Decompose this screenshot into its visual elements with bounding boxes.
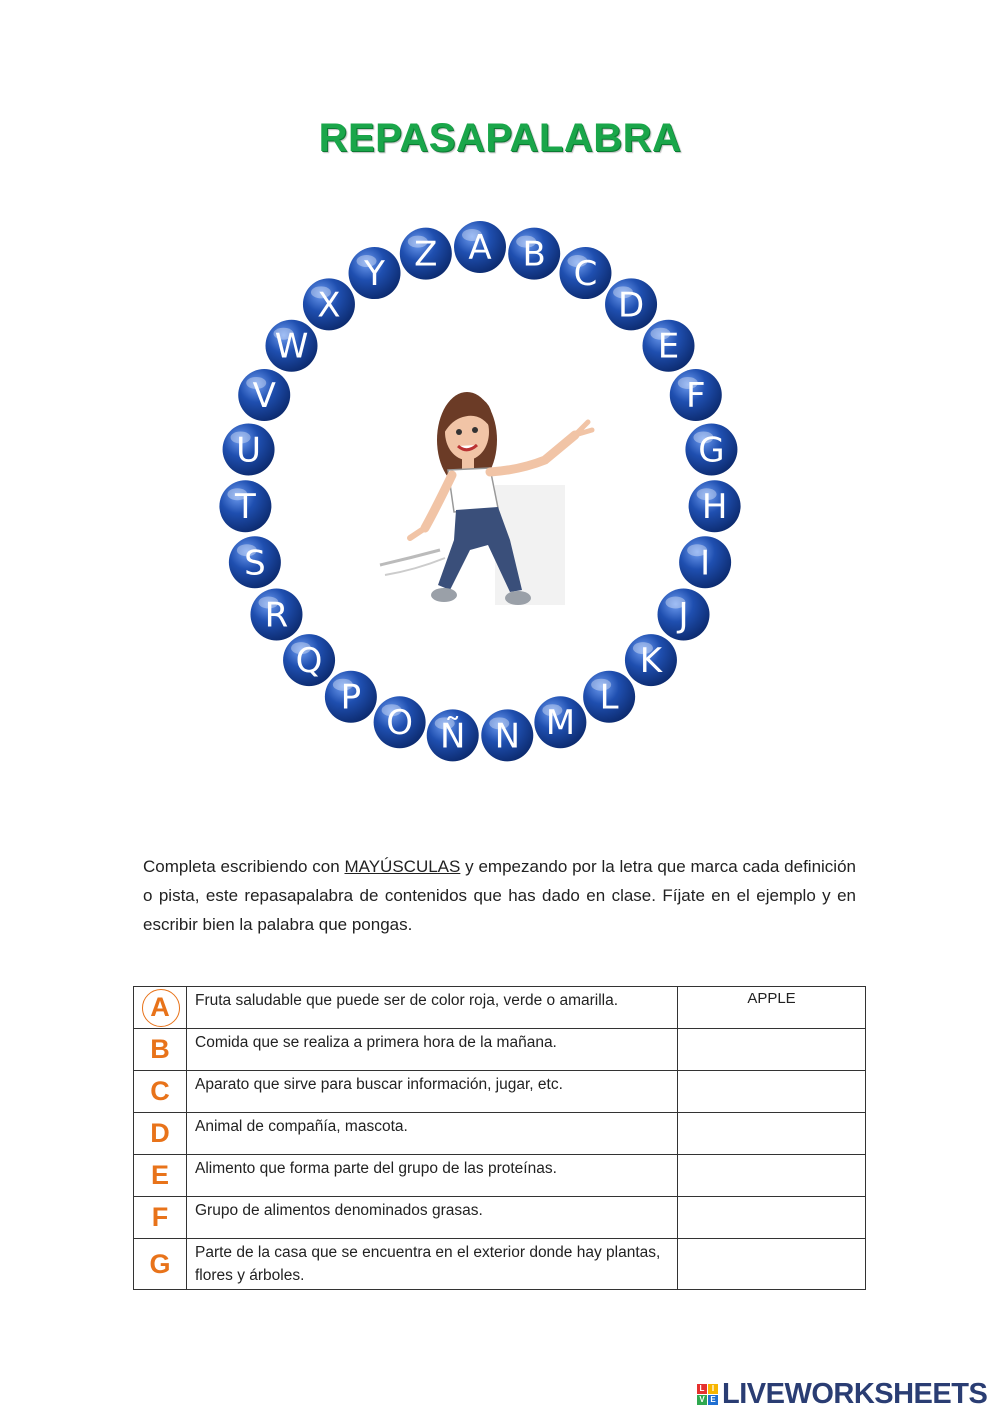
example-circle xyxy=(142,989,180,1027)
letter-bubble-label: A xyxy=(468,228,492,268)
letter-bubble-f xyxy=(670,369,722,421)
letter-bubble-label: S xyxy=(244,543,266,584)
clue-text: Fruta saludable que puede ser de color roja, verde o amarilla. xyxy=(187,987,678,1029)
letter-bubble-label: D xyxy=(617,285,645,326)
table-row xyxy=(134,1239,866,1290)
letter-bubble-n xyxy=(481,709,533,761)
letter-bubble-label: O xyxy=(386,703,414,744)
letter-bubble-j xyxy=(658,589,710,641)
clue-text: Alimento que forma parte del grupo de las proteínas. xyxy=(187,1155,678,1197)
letter-bubble-p xyxy=(325,671,377,723)
instructions-underlined-word: MAYÚSCULAS xyxy=(344,857,461,876)
answer-field-c[interactable] xyxy=(678,1071,866,1113)
logo-mark-tile: L xyxy=(697,1384,707,1394)
letter-bubble-s xyxy=(229,536,281,588)
letter-bubble-label: N xyxy=(494,716,521,757)
clue-letter-d: D xyxy=(134,1113,187,1155)
letter-bubble-label: Z xyxy=(414,234,438,275)
answer-field-f[interactable] xyxy=(678,1197,866,1239)
letter-bubble-label: H xyxy=(701,487,728,528)
letter-bubble-label: W xyxy=(274,326,309,367)
page-title: REPASAPALABRA xyxy=(318,116,682,160)
letter-bubble-h xyxy=(689,480,741,532)
letter-bubble-a xyxy=(454,221,506,273)
letter-bubble-label: V xyxy=(252,375,276,416)
table-row xyxy=(134,1029,866,1071)
letter-bubble-label: M xyxy=(545,703,576,744)
clue-letter-b: B xyxy=(134,1029,187,1071)
logo-mark-tile: I xyxy=(708,1384,718,1394)
letter-bubble-label: Q xyxy=(295,641,323,682)
clue-letter-a: A xyxy=(134,987,187,1029)
answer-field-b[interactable] xyxy=(678,1029,866,1071)
table-row xyxy=(134,1197,866,1239)
letter-bubble-label: E xyxy=(657,326,680,367)
answer-field-g[interactable] xyxy=(678,1239,866,1290)
letter-bubble-b xyxy=(508,228,560,280)
answer-field-e[interactable] xyxy=(678,1155,866,1197)
letter-bubble-i xyxy=(679,536,731,588)
table-row xyxy=(134,1113,866,1155)
letter-bubble-label: Y xyxy=(364,254,385,295)
letter-bubble-t xyxy=(219,480,271,532)
letter-bubble-label: L xyxy=(599,677,619,718)
logo-text: LIVEWORKSHEETS xyxy=(722,1377,988,1410)
letter-bubble-y xyxy=(349,247,401,299)
letter-bubble-m xyxy=(534,696,586,748)
letter-bubble-ñ xyxy=(427,709,479,761)
letter-bubble-label: I xyxy=(700,543,711,584)
letter-bubble-label: F xyxy=(685,375,706,416)
clue-text: Grupo de alimentos denominados grasas. xyxy=(187,1197,678,1239)
letter-bubble-k xyxy=(625,634,677,686)
clue-letter-e: E xyxy=(134,1155,187,1197)
letter-bubble-c xyxy=(559,247,611,299)
instructions-text-end: y empezando por la letra que marca cada definición o pista, este repasapalabra de contenidos que has dado en clase. Fíjate en el ejemplo y en escribir bien la palabra que pongas. xyxy=(143,857,856,934)
letter-bubble-z xyxy=(400,228,452,280)
letter-bubble-u xyxy=(223,423,275,475)
letter-bubble-label: U xyxy=(236,430,262,471)
letter-bubble-x xyxy=(303,278,355,330)
letter-bubble-q xyxy=(283,634,335,686)
letter-bubble-e xyxy=(642,320,694,372)
clue-letter-f: F xyxy=(134,1197,187,1239)
clue-text: Aparato que sirve para buscar información, jugar, etc. xyxy=(187,1071,678,1113)
letter-bubble-label: X xyxy=(317,285,341,326)
clue-text: Parte de la casa que se encuentra en el exterior donde hay plantas, flores y árboles. xyxy=(187,1239,678,1290)
letter-bubble-label: J xyxy=(678,595,689,636)
instructions-paragraph xyxy=(143,852,856,939)
letter-bubble-label: R xyxy=(264,595,289,636)
letter-bubble-label: C xyxy=(573,254,598,295)
liveworksheets-logo xyxy=(697,1376,987,1412)
letter-bubble-l xyxy=(583,671,635,723)
table-row xyxy=(134,987,866,1029)
letter-bubble-label: Ñ xyxy=(439,716,466,757)
answer-field-a[interactable]: APPLE xyxy=(678,987,866,1029)
logo-mark-tile: E xyxy=(708,1395,718,1405)
letter-bubble-o xyxy=(374,696,426,748)
letter-wheel xyxy=(200,220,760,780)
clues-table xyxy=(133,986,866,1290)
letter-bubble-label: G xyxy=(698,430,725,471)
letter-bubble-w xyxy=(266,320,318,372)
letter-bubble-label: B xyxy=(522,234,546,275)
letter-bubble-r xyxy=(250,589,302,641)
letter-bubble-label: K xyxy=(639,641,663,682)
letter-bubble-label: T xyxy=(235,487,256,528)
clue-text: Comida que se realiza a primera hora de la mañana. xyxy=(187,1029,678,1071)
answer-field-d[interactable] xyxy=(678,1113,866,1155)
logo-mark-tile: V xyxy=(697,1395,707,1405)
table-row xyxy=(134,1155,866,1197)
logo-mark-icon xyxy=(697,1384,718,1405)
letter-bubble-d xyxy=(605,278,657,330)
table-row xyxy=(134,1071,866,1113)
letter-bubble-v xyxy=(238,369,290,421)
avatar-girl-dancing xyxy=(380,392,592,605)
clue-letter-c: C xyxy=(134,1071,187,1113)
instructions-text-start: Completa escribiendo con xyxy=(143,857,345,876)
clue-letter-g: G xyxy=(134,1239,187,1290)
letter-bubble-label: P xyxy=(340,677,362,718)
letter-bubble-g xyxy=(685,423,737,475)
clue-text: Animal de compañía, mascota. xyxy=(187,1113,678,1155)
